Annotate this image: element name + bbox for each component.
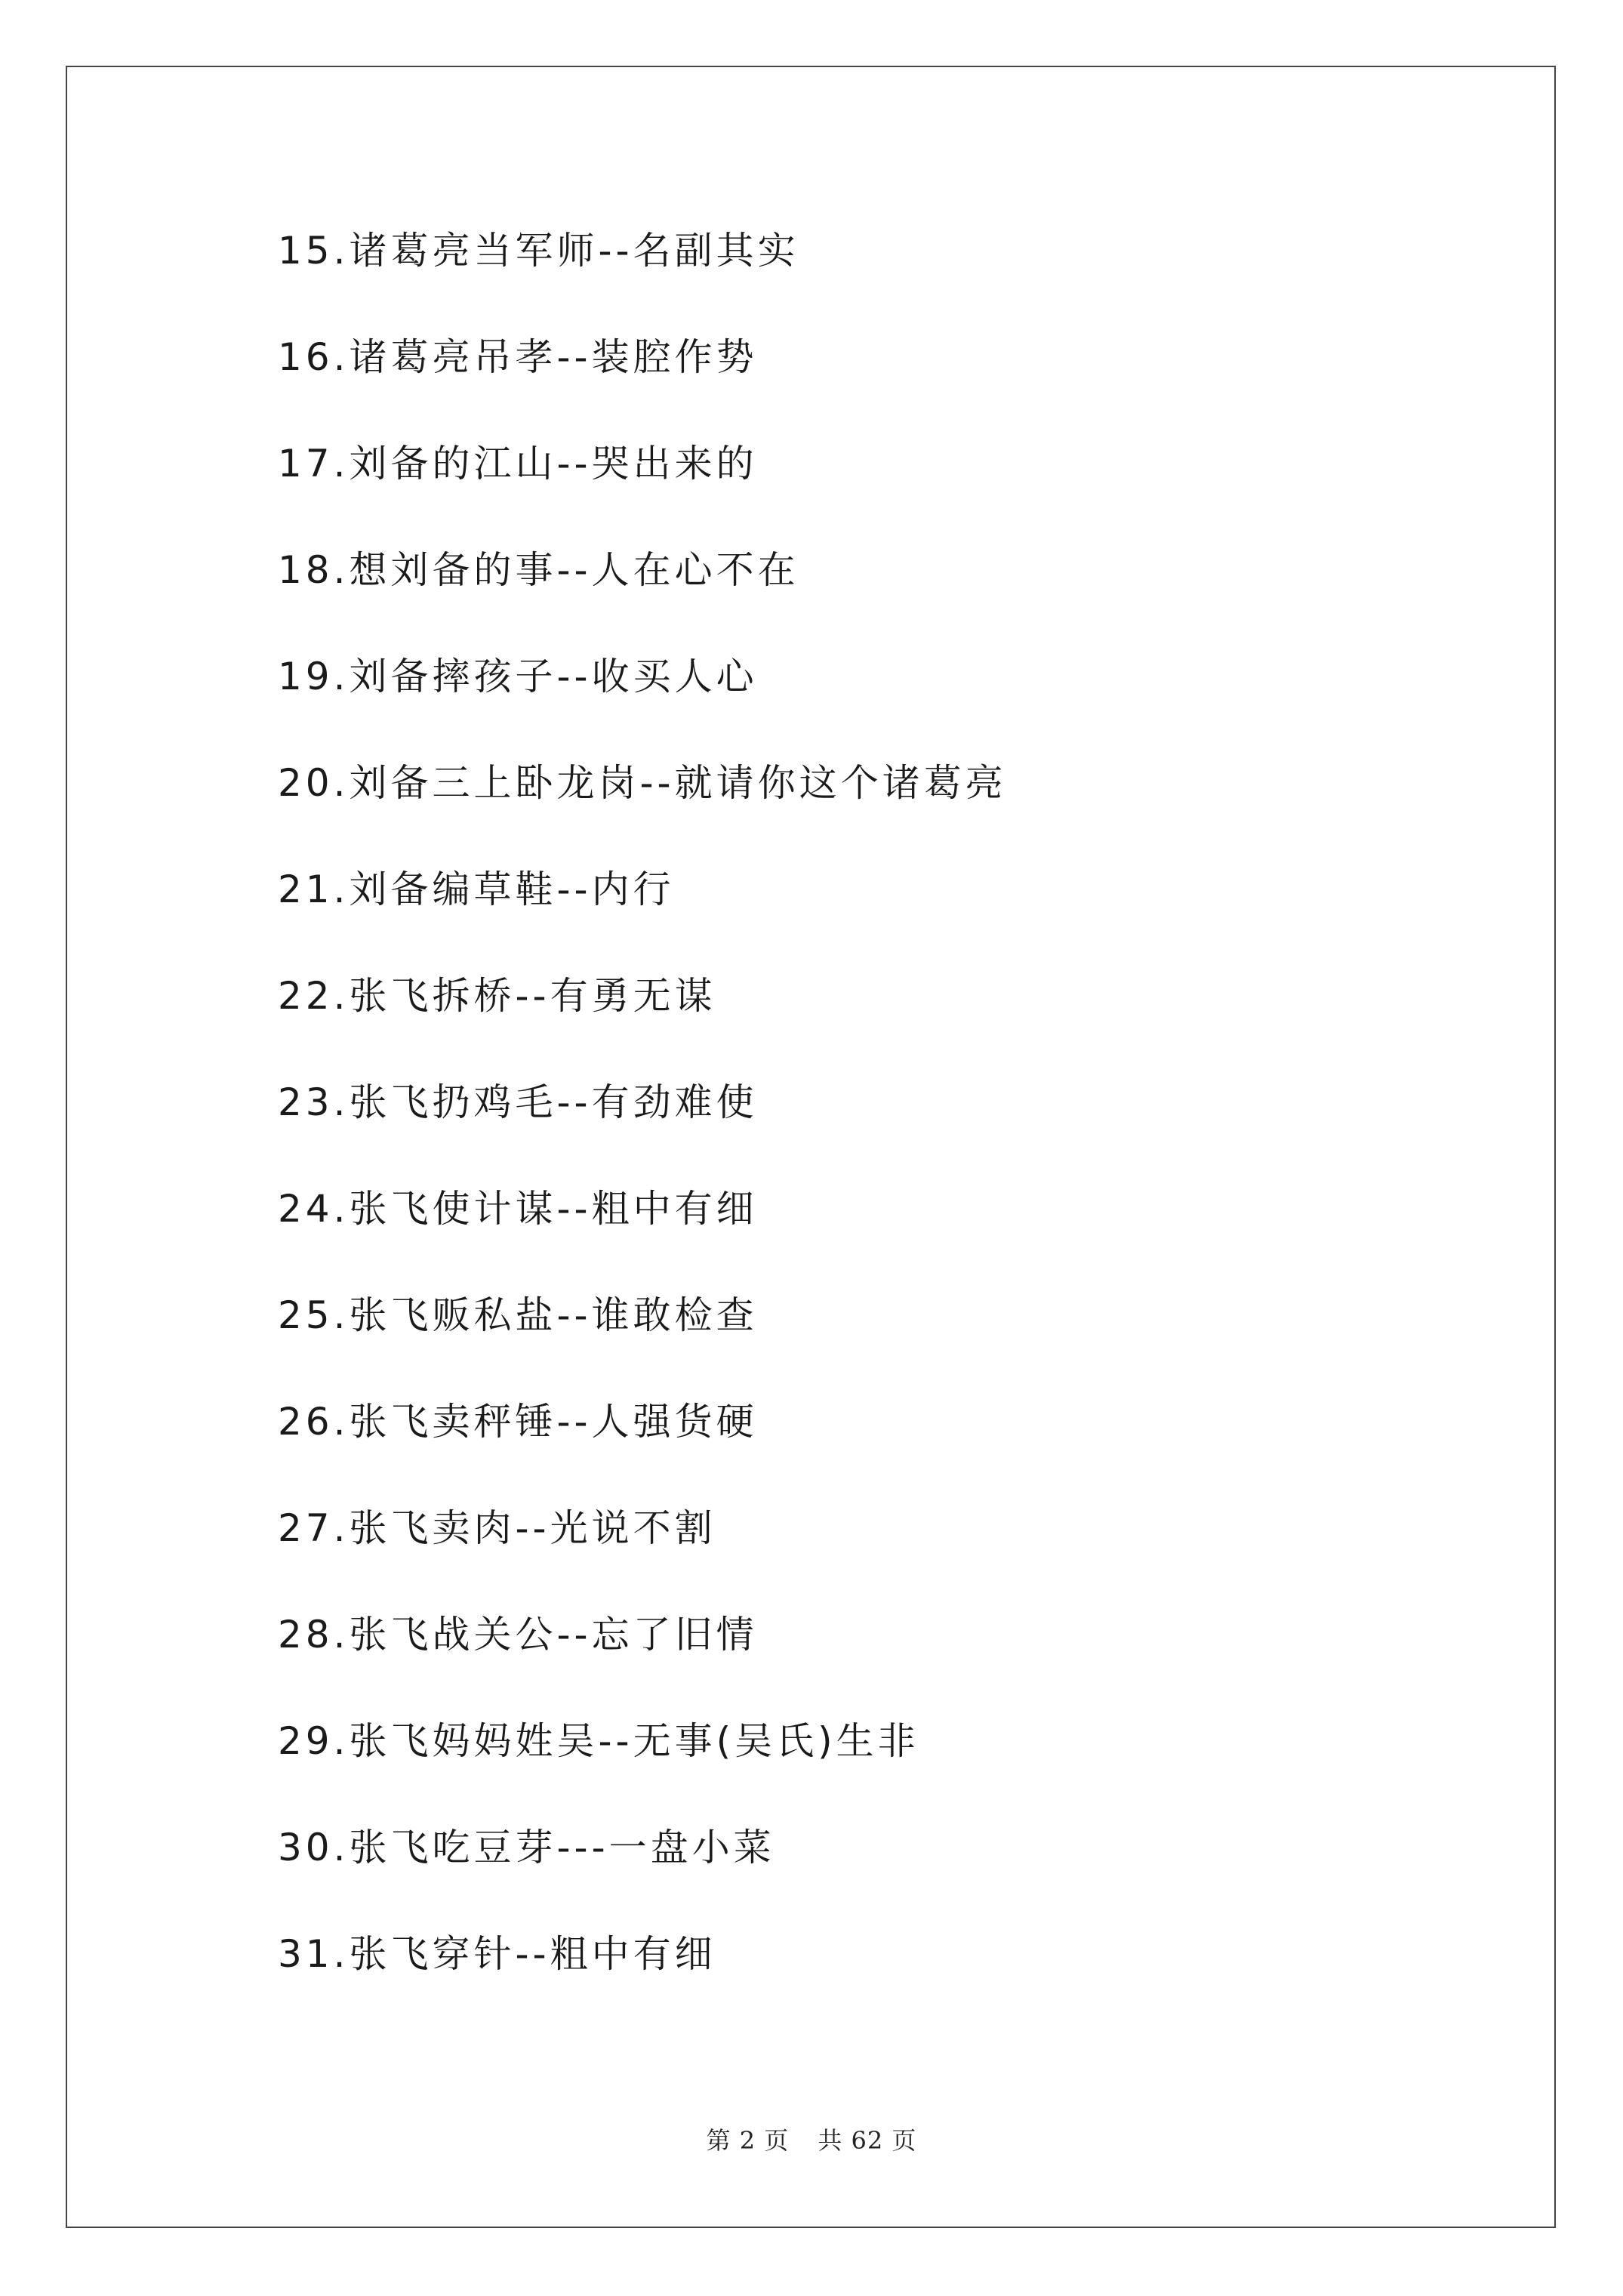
list-item: 27.张飞卖肉--光说不割 <box>278 1506 716 1550</box>
list-item: 18.想刘备的事--人在心不在 <box>278 548 799 592</box>
list-item: 15.诸葛亮当军师--名副其实 <box>278 229 799 273</box>
list-item: 24.张飞使计谋--粗中有细 <box>278 1187 758 1231</box>
list-item: 22.张飞拆桥--有勇无谋 <box>278 974 716 1018</box>
list-item: 29.张飞妈妈姓吴--无事(吴氏)生非 <box>278 1719 919 1763</box>
list-item: 17.刘备的江山--哭出来的 <box>278 442 758 485</box>
list-item: 30.张飞吃豆芽---一盘小菜 <box>278 1826 775 1869</box>
page-total: 共 62 页 <box>818 2126 917 2155</box>
list-item: 20.刘备三上卧龙岗--就请你这个诸葛亮 <box>278 761 1007 805</box>
list-item: 21.刘备编草鞋--内行 <box>278 868 675 911</box>
page-footer <box>0 2122 1623 2156</box>
page-number: 第 2 页 <box>706 2126 790 2155</box>
list-item: 31.张飞穿针--粗中有细 <box>278 1932 716 1976</box>
list-item: 26.张飞卖秤锤--人强货硬 <box>278 1400 758 1444</box>
entry-list <box>278 220 1007 2030</box>
list-item: 19.刘备摔孩子--收买人心 <box>278 655 758 698</box>
list-item: 16.诸葛亮吊孝--装腔作势 <box>278 335 758 379</box>
list-item: 28.张飞战关公--忘了旧情 <box>278 1613 758 1657</box>
list-item: 25.张飞贩私盐--谁敢检查 <box>278 1293 758 1337</box>
list-item: 23.张飞扔鸡毛--有劲难使 <box>278 1080 758 1124</box>
